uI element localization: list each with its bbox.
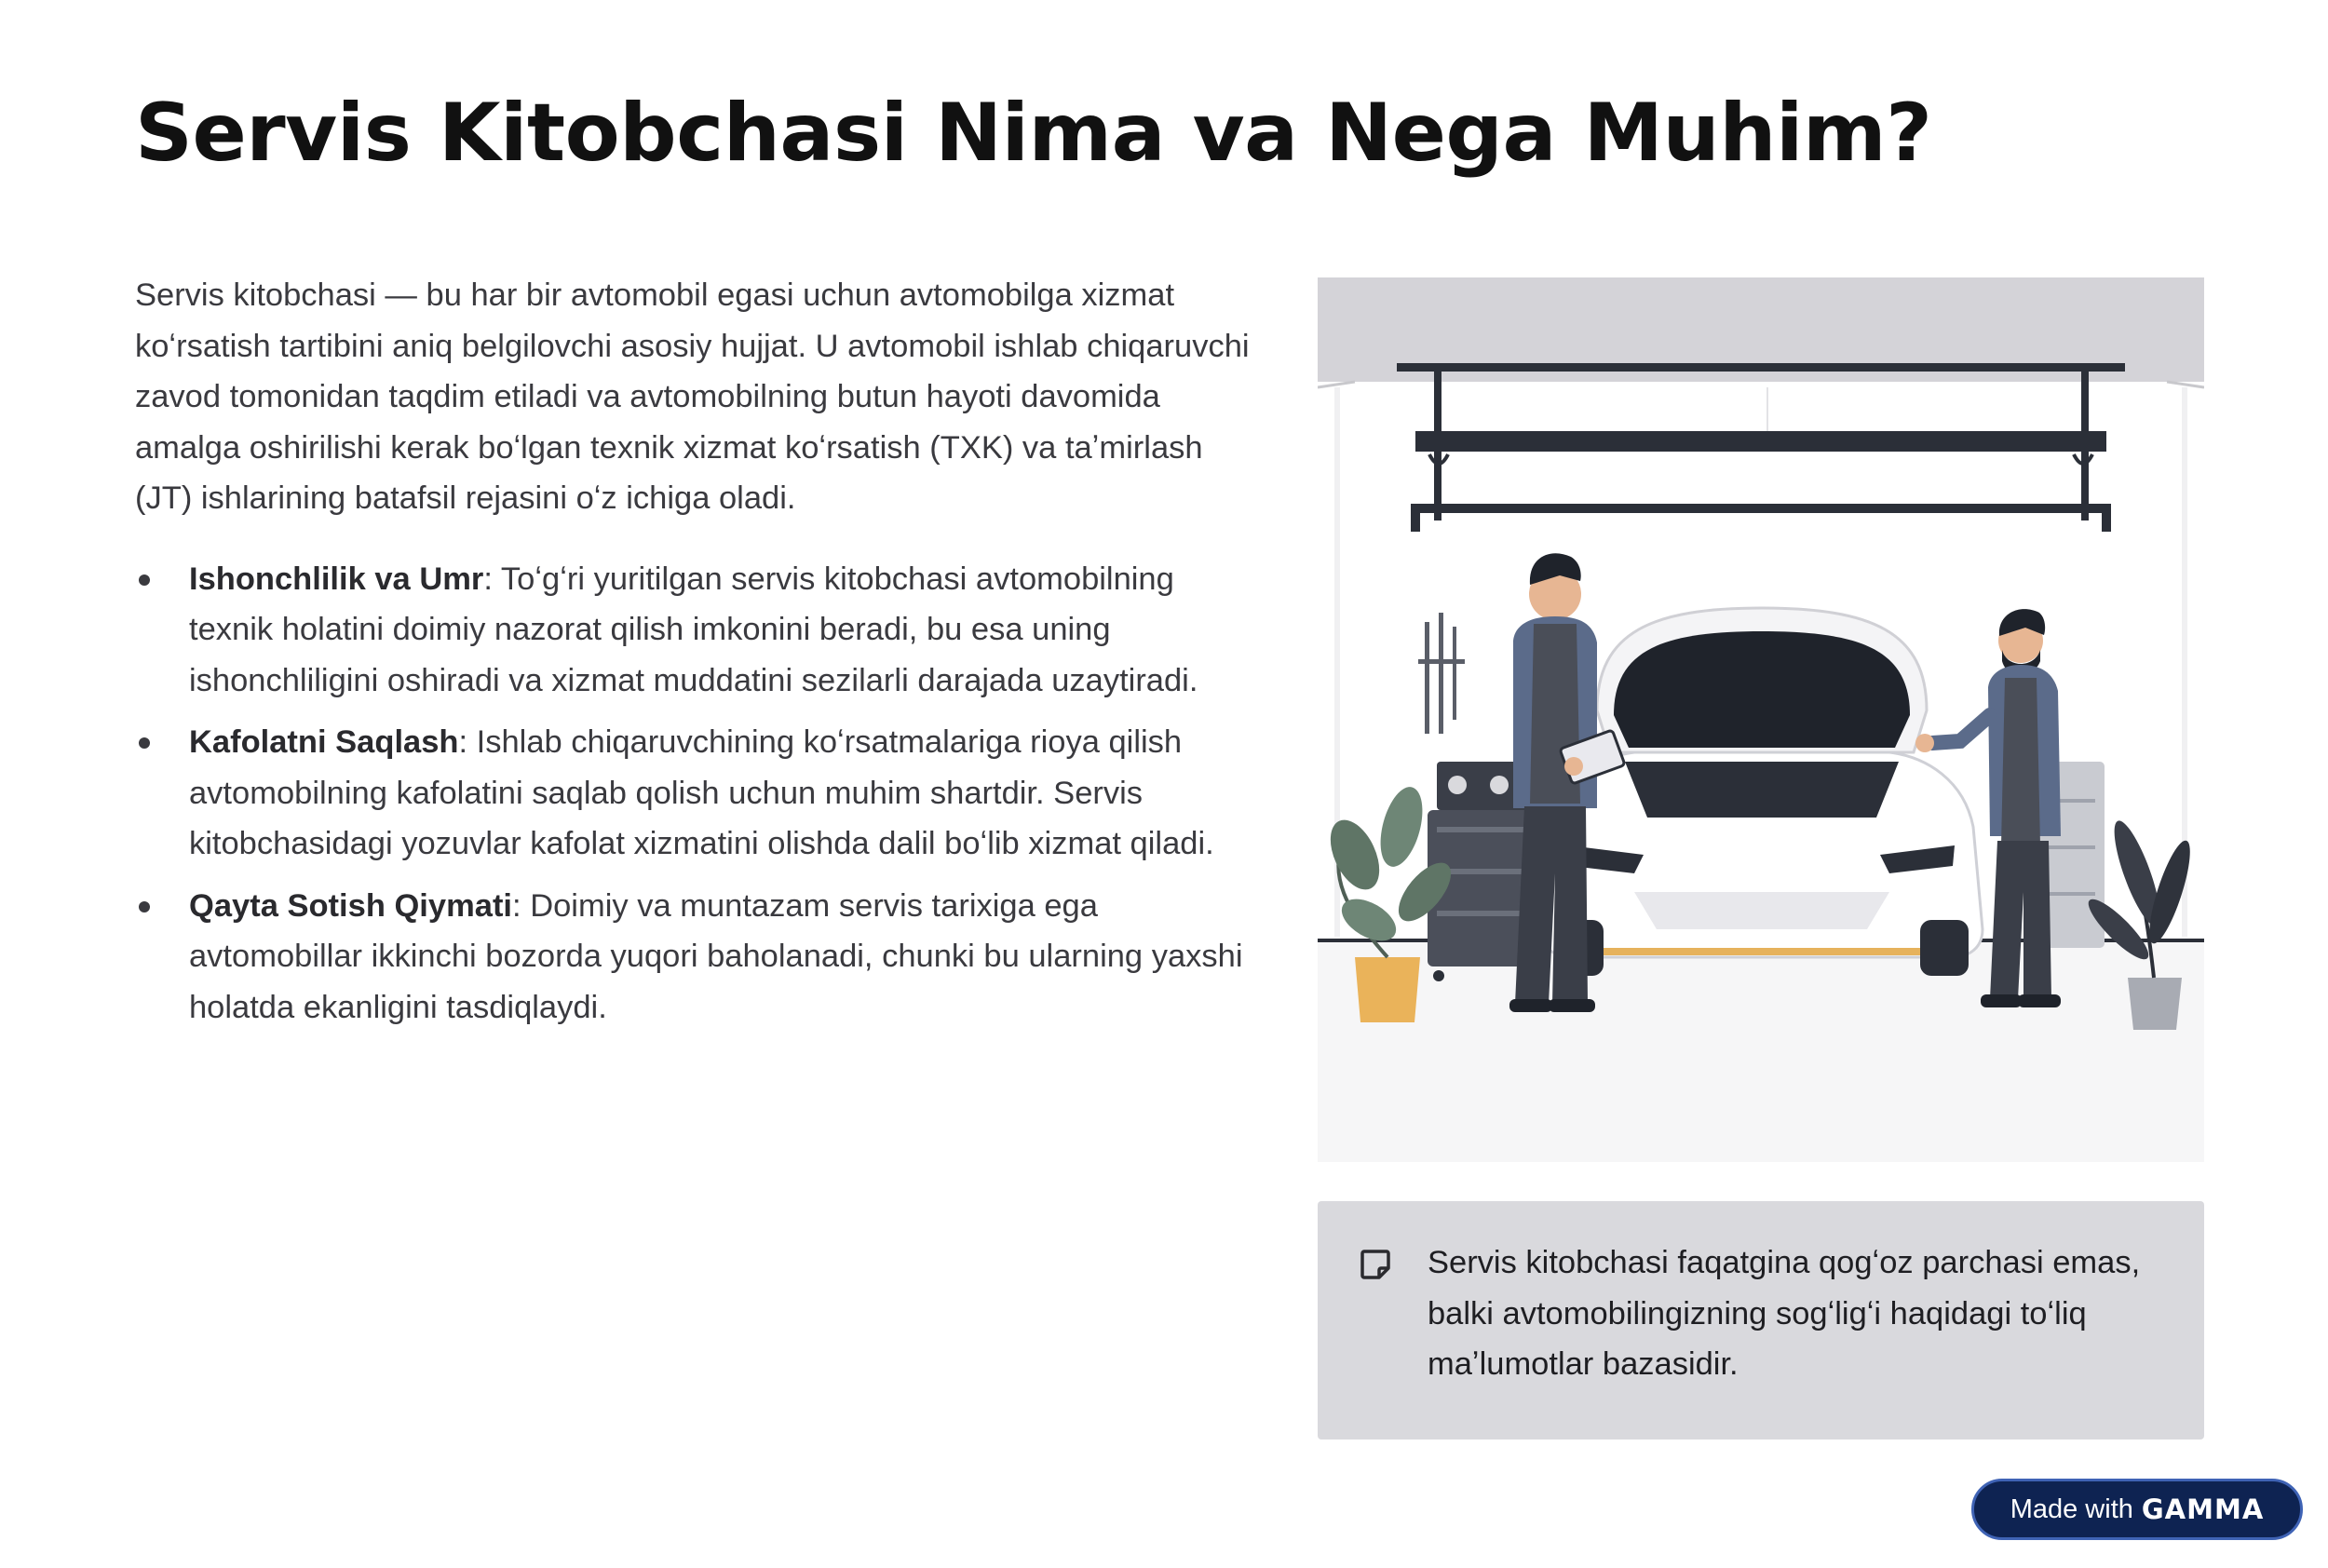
note-icon bbox=[1359, 1248, 1392, 1281]
made-with-gamma-badge[interactable] bbox=[1971, 1479, 2303, 1540]
bullet-text: : Doimiy va muntazam servis tarixiga ega avtomobillar ikkinchi bozorda yuqori baholanadi, chunki bu ularning yaxshi holatda ekanligini tasdiqlaydi. bbox=[189, 887, 1243, 1025]
benefits-list bbox=[135, 554, 1252, 1034]
bullet-icon bbox=[139, 574, 150, 586]
badge-prefix: Made with bbox=[2010, 1494, 2133, 1524]
note-text: Servis kitobchasi faqatgina qogʻoz parchasi emas, balki avtomobilingizning sogʻligʻi haqidagi toʻliq maʼlumotlar bazasidir. bbox=[1428, 1245, 2141, 1382]
list-item bbox=[135, 881, 1252, 1034]
bullet-term: Qayta Sotish Qiymati bbox=[189, 887, 513, 924]
gamma-logo: GAMMA bbox=[2141, 1494, 2265, 1525]
list-item bbox=[135, 717, 1252, 870]
bullet-icon bbox=[139, 737, 150, 749]
bullet-icon bbox=[139, 901, 150, 912]
note-callout bbox=[1318, 1201, 2204, 1440]
intro-paragraph: Servis kitobchasi — bu har bir avtomobil egasi uchun avtomobilga xizmat koʻrsatish tartibini aniq belgilovchi asosiy hujjat. U avtomobil ishlab chiqaruvchi zavod tomonidan taqdim etiladi va avtomobilning butun hayoti davomida amalga oshirilishi kerak boʻlgan texnik xizmat koʻrsatish (TXK) va taʼmirlash (JT) ishlarining batafsil rejasini oʻz ichiga oladi. bbox=[135, 277, 1250, 516]
content-column bbox=[135, 270, 1252, 1044]
bullet-term: Kafolatni Saqlash bbox=[189, 724, 459, 760]
page-title: Servis Kitobchasi Nima va Nega Muhim? bbox=[135, 87, 1932, 180]
garage-illustration bbox=[1318, 277, 2204, 1162]
bullet-text: : Toʻgʻri yuritilgan servis kitobchasi avtomobilning texnik holatini doimiy nazorat qilish imkonini beradi, bu esa uning ishonchliligini oshiradi va xizmat muddatini sezilarli darajada uzaytiradi. bbox=[189, 561, 1198, 698]
list-item bbox=[135, 554, 1252, 707]
bullet-term: Ishonchlilik va Umr bbox=[189, 561, 484, 597]
bullet-text: : Ishlab chiqaruvchining koʻrsatmalariga rioya qilish avtomobilning kafolatini saqlab qolish uchun muhim shartdir. Servis kitobchasidagi yozuvlar kafolat xizmatini olishda dalil boʻlib xizmat qiladi. bbox=[189, 724, 1214, 861]
